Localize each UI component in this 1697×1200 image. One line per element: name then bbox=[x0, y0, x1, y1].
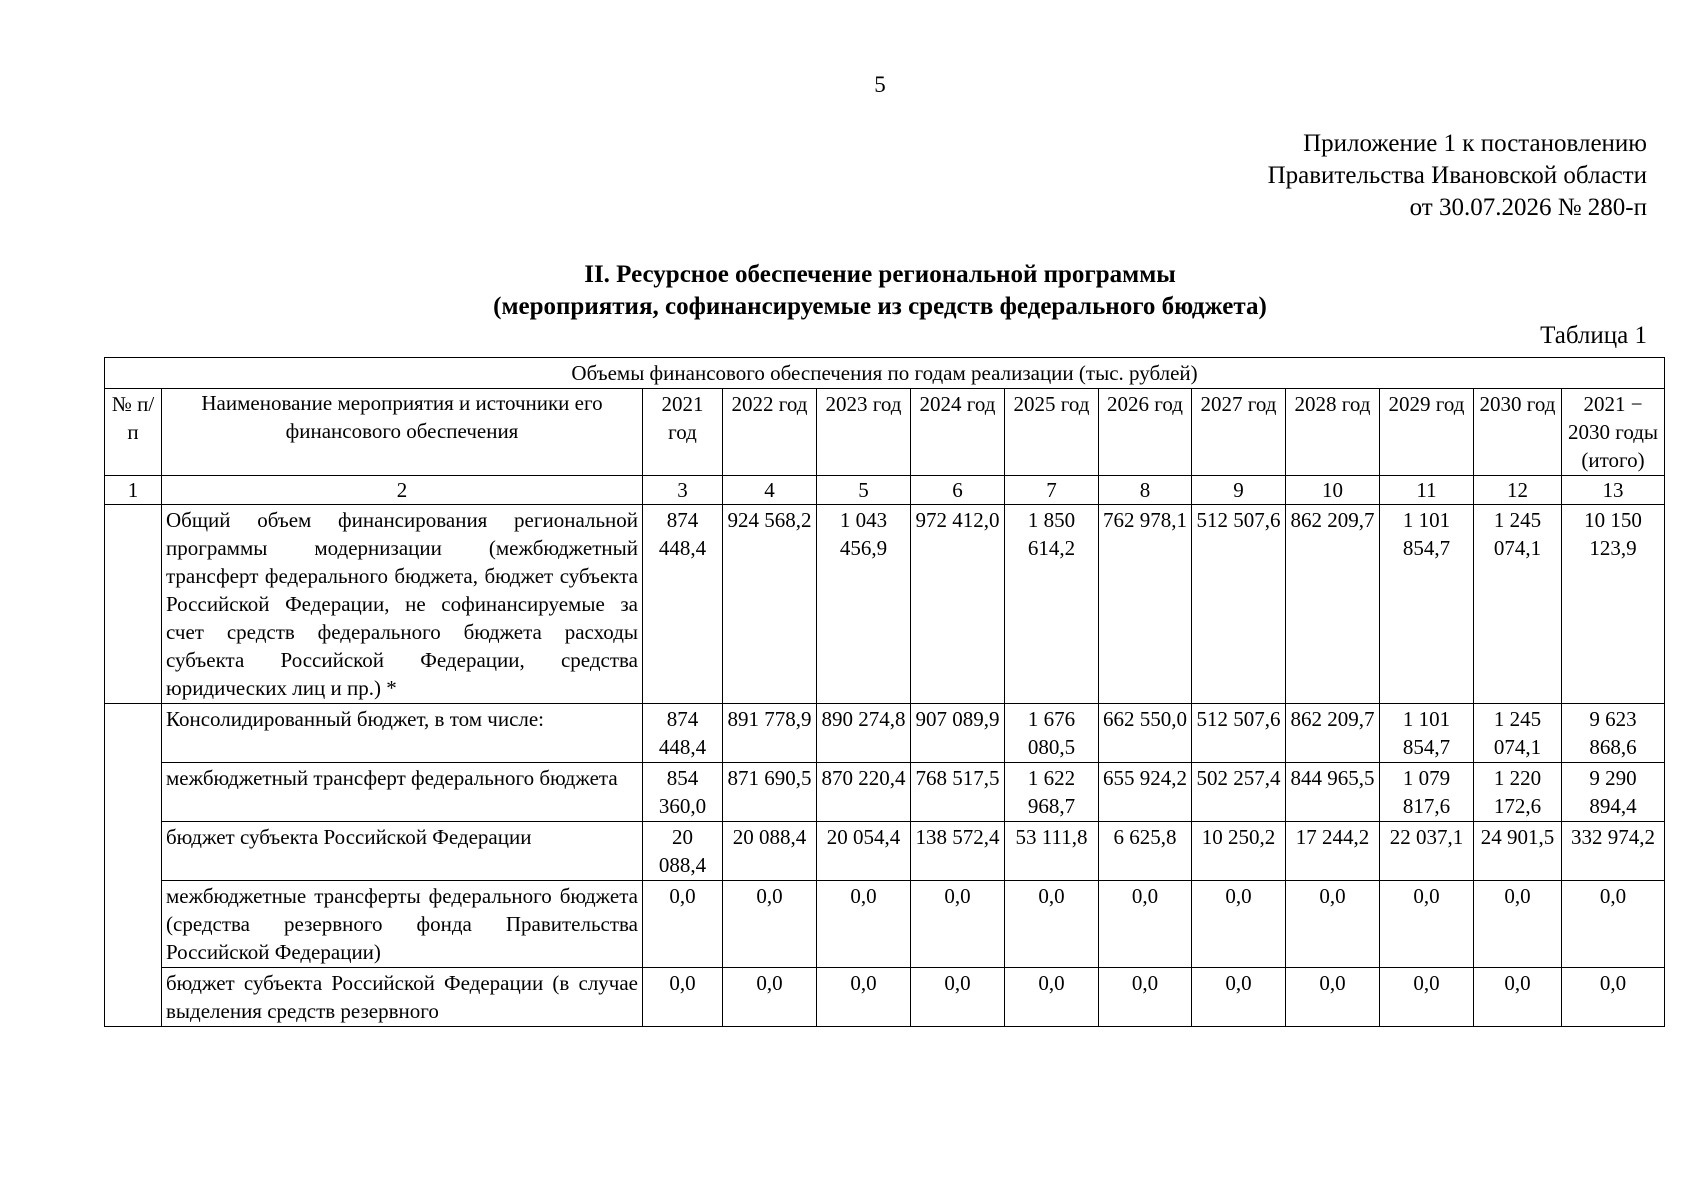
table-row bbox=[105, 881, 1665, 968]
value-cell: 0,0 bbox=[1099, 968, 1192, 1027]
column-number: 5 bbox=[817, 476, 911, 505]
column-number: 10 bbox=[1286, 476, 1380, 505]
value-cell: 138 572,4 bbox=[911, 822, 1005, 881]
table-row bbox=[105, 704, 1665, 763]
page-number: 5 bbox=[874, 72, 886, 97]
value-cell: 9 290 894,4 bbox=[1562, 763, 1665, 822]
value-cell: 0,0 bbox=[1005, 968, 1099, 1027]
value-cell: 0,0 bbox=[1192, 968, 1286, 1027]
value-cell: 871 690,5 bbox=[723, 763, 817, 822]
column-number: 9 bbox=[1192, 476, 1286, 505]
value-cell: 1 245 074,1 bbox=[1474, 704, 1562, 763]
super-header-row bbox=[105, 358, 1665, 389]
column-number: 7 bbox=[1005, 476, 1099, 505]
title-line-1: II. Ресурсное обеспечение региональной программы bbox=[584, 261, 1176, 288]
header-year: 2021 год bbox=[643, 389, 723, 476]
value-cell: 0,0 bbox=[1005, 881, 1099, 968]
appendix-line-3: от 30.07.2026 № 280-п bbox=[1409, 194, 1647, 221]
value-cell: 0,0 bbox=[1474, 881, 1562, 968]
value-cell: 0,0 bbox=[723, 968, 817, 1027]
header-row bbox=[105, 389, 1665, 476]
row-name: бюджет субъекта Российской Федерации bbox=[162, 822, 643, 881]
table-row bbox=[105, 763, 1665, 822]
header-year: 2026 год bbox=[1099, 389, 1192, 476]
value-cell: 10 150 123,9 bbox=[1562, 505, 1665, 704]
header-year: 2023 год bbox=[817, 389, 911, 476]
header-year: 2024 год bbox=[911, 389, 1005, 476]
table-row bbox=[105, 968, 1665, 1027]
value-cell: 1 850 614,2 bbox=[1005, 505, 1099, 704]
super-header-cell: Объемы финансового обеспечения по годам реализации (тыс. рублей) bbox=[105, 358, 1665, 389]
table-row bbox=[105, 505, 1665, 704]
column-number: 8 bbox=[1099, 476, 1192, 505]
row-name: межбюджетные трансферты федерального бюджета (средства резервного фонда Правительства Российской Федерации) bbox=[162, 881, 643, 968]
value-cell: 924 568,2 bbox=[723, 505, 817, 704]
value-cell: 862 209,7 bbox=[1286, 704, 1380, 763]
value-cell: 874 448,4 bbox=[643, 704, 723, 763]
header-name: Наименование мероприятия и источники его финансового обеспечения bbox=[162, 389, 643, 476]
value-cell: 0,0 bbox=[723, 881, 817, 968]
value-cell: 972 412,0 bbox=[911, 505, 1005, 704]
value-cell: 1 676 080,5 bbox=[1005, 704, 1099, 763]
document-title bbox=[0, 259, 1697, 323]
column-number: 2 bbox=[162, 476, 643, 505]
value-cell: 0,0 bbox=[1380, 968, 1474, 1027]
title-line-2: (мероприятия, софинансируемые из средств федерального бюджета) bbox=[493, 293, 1267, 320]
value-cell: 20 088,4 bbox=[723, 822, 817, 881]
value-cell: 655 924,2 bbox=[1099, 763, 1192, 822]
value-cell: 0,0 bbox=[1380, 881, 1474, 968]
value-cell: 0,0 bbox=[1562, 881, 1665, 968]
header-year: 2027 год bbox=[1192, 389, 1286, 476]
table-row bbox=[105, 822, 1665, 881]
value-cell: 0,0 bbox=[643, 968, 723, 1027]
header-year: 2030 год bbox=[1474, 389, 1562, 476]
value-cell: 1 245 074,1 bbox=[1474, 505, 1562, 704]
row-name: межбюджетный трансферт федерального бюджета bbox=[162, 763, 643, 822]
value-cell: 0,0 bbox=[1286, 968, 1380, 1027]
budget-table bbox=[104, 357, 1665, 1027]
value-cell: 891 778,9 bbox=[723, 704, 817, 763]
appendix-line-2: Правительства Ивановской области bbox=[1267, 162, 1647, 189]
value-cell: 1 101 854,7 bbox=[1380, 704, 1474, 763]
value-cell: 22 037,1 bbox=[1380, 822, 1474, 881]
value-cell: 20 054,4 bbox=[817, 822, 911, 881]
value-cell: 0,0 bbox=[1286, 881, 1380, 968]
row-name: Общий объем финансирования региональной программы модернизации (межбюджетный трансферт федерального бюджета, бюджет субъекта Российской Федерации, не софинансируемые за счет средств федерального бюджета расходы субъекта Российской Федерации, средства юридических лиц и пр.) * bbox=[162, 505, 643, 704]
value-cell: 1 101 854,7 bbox=[1380, 505, 1474, 704]
value-cell: 0,0 bbox=[817, 968, 911, 1027]
value-cell: 1 079 817,6 bbox=[1380, 763, 1474, 822]
value-cell: 10 250,2 bbox=[1192, 822, 1286, 881]
row-number bbox=[105, 505, 162, 704]
value-cell: 1 622 968,7 bbox=[1005, 763, 1099, 822]
header-year: 2028 год bbox=[1286, 389, 1380, 476]
value-cell: 332 974,2 bbox=[1562, 822, 1665, 881]
appendix-line-1: Приложение 1 к постановлению bbox=[1303, 130, 1647, 157]
header-num: № п/п bbox=[105, 389, 162, 476]
value-cell: 17 244,2 bbox=[1286, 822, 1380, 881]
value-cell: 0,0 bbox=[643, 881, 723, 968]
value-cell: 0,0 bbox=[1562, 968, 1665, 1027]
value-cell: 854 360,0 bbox=[643, 763, 723, 822]
value-cell: 0,0 bbox=[1474, 968, 1562, 1027]
column-number: 11 bbox=[1380, 476, 1474, 505]
header-total: 2021 − 2030 годы (итого) bbox=[1562, 389, 1665, 476]
value-cell: 907 089,9 bbox=[911, 704, 1005, 763]
value-cell: 24 901,5 bbox=[1474, 822, 1562, 881]
value-cell: 0,0 bbox=[817, 881, 911, 968]
value-cell: 0,0 bbox=[1099, 881, 1192, 968]
value-cell: 870 220,4 bbox=[817, 763, 911, 822]
value-cell: 874 448,4 bbox=[643, 505, 723, 704]
value-cell: 20 088,4 bbox=[643, 822, 723, 881]
value-cell: 0,0 bbox=[1192, 881, 1286, 968]
table-label: Таблица 1 bbox=[1540, 322, 1647, 349]
value-cell: 6 625,8 bbox=[1099, 822, 1192, 881]
column-number: 6 bbox=[911, 476, 1005, 505]
column-number-row bbox=[105, 476, 1665, 505]
column-number: 3 bbox=[643, 476, 723, 505]
value-cell: 0,0 bbox=[911, 881, 1005, 968]
row-number bbox=[105, 704, 162, 1027]
row-name: бюджет субъекта Российской Федерации (в случае выделения средств резервного bbox=[162, 968, 643, 1027]
value-cell: 1 220 172,6 bbox=[1474, 763, 1562, 822]
value-cell: 0,0 bbox=[911, 968, 1005, 1027]
value-cell: 512 507,6 bbox=[1192, 704, 1286, 763]
header-year: 2022 год bbox=[723, 389, 817, 476]
value-cell: 768 517,5 bbox=[911, 763, 1005, 822]
row-name: Консолидированный бюджет, в том числе: bbox=[162, 704, 643, 763]
header-year: 2025 год bbox=[1005, 389, 1099, 476]
value-cell: 53 111,8 bbox=[1005, 822, 1099, 881]
column-number: 12 bbox=[1474, 476, 1562, 505]
value-cell: 890 274,8 bbox=[817, 704, 911, 763]
value-cell: 662 550,0 bbox=[1099, 704, 1192, 763]
header-year: 2029 год bbox=[1380, 389, 1474, 476]
appendix-note bbox=[1268, 128, 1647, 224]
value-cell: 9 623 868,6 bbox=[1562, 704, 1665, 763]
column-number: 1 bbox=[105, 476, 162, 505]
column-number: 4 bbox=[723, 476, 817, 505]
column-number: 13 bbox=[1562, 476, 1665, 505]
value-cell: 502 257,4 bbox=[1192, 763, 1286, 822]
value-cell: 762 978,1 bbox=[1099, 505, 1192, 704]
value-cell: 512 507,6 bbox=[1192, 505, 1286, 704]
value-cell: 844 965,5 bbox=[1286, 763, 1380, 822]
value-cell: 1 043 456,9 bbox=[817, 505, 911, 704]
value-cell: 862 209,7 bbox=[1286, 505, 1380, 704]
